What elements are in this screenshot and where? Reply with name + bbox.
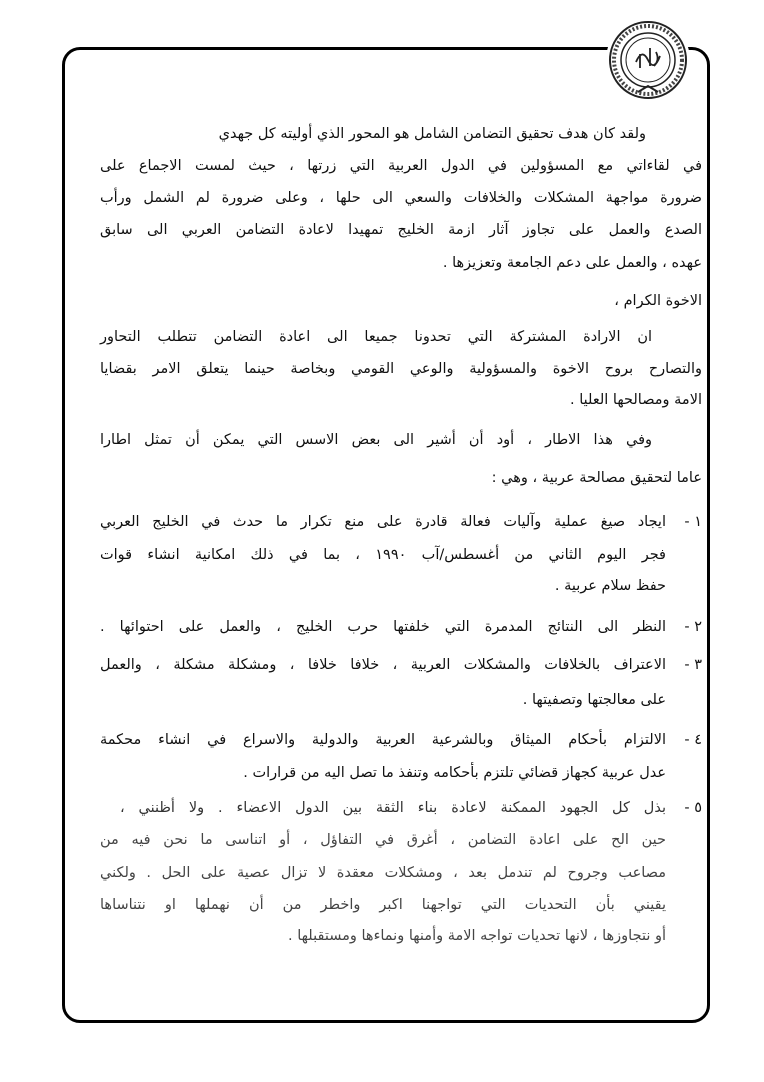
item-number: ١ - — [684, 514, 702, 530]
paragraph3-line: وفي هذا الاطار ، أود أن أشير الى بعض الاسس التي يمكن أن تمثل اطارا — [100, 432, 652, 448]
list-item-line: حين الح على اعادة التضامن ، أغرق في التفاؤل ، أو اتناسى ما نحن فيه من — [100, 832, 666, 848]
item-number: ٢ - — [684, 619, 702, 635]
paragraph1-line: ولقد كان هدف تحقيق التضامن الشامل هو المحور الذي أوليته كل جهدي — [218, 126, 646, 142]
paragraph3-line: عاما لتحقيق مصالحة عربية ، وهي : — [491, 470, 702, 486]
list-item-line: حفظ سلام عربية . — [554, 578, 666, 594]
list-item-line: ايجاد صيغ عملية وآليات فعالة قادرة على منع تكرار ما حدث في الخليج العربي — [100, 514, 666, 530]
paragraph1-line: الصدع والعمل على تجاوز آثار ازمة الخليج تمهيدا لاعادة التضامن العربي الى سابق — [100, 222, 702, 238]
list-item-line: عدل عربية كجهاز قضائي تلتزم بأحكامه وتنفذ ما تصل اليه من قرارات . — [243, 765, 666, 781]
list-item-line: مصاعب وجروح لم تندمل بعد ، ومشكلات معقدة لا تزال عصية على الحل . ولكني — [100, 865, 666, 881]
list-item-line: النظر الى النتائج المدمرة التي خلفتها حرب الخليج ، والعمل على احتوائها . — [100, 619, 666, 635]
paragraph1-line: في لقاءاتي مع المسؤولين في الدول العربية التي زرتها ، حيث لمست الاجماع على — [100, 158, 702, 174]
item-number: ٤ - — [684, 732, 702, 748]
list-item-line: بذل كل الجهود الممكنة لاعادة بناء الثقة بين الدول الاعضاء . ولا أظنني ، — [120, 800, 666, 816]
list-item-line: الالتزام بأحكام الميثاق وبالشرعية العربية والدولية والاسراع في انشاء محكمة — [100, 732, 666, 748]
list-item-line: يقيني بأن التحديات التي تواجهنا اكبر واخطر من أن نهملها او نتناساها — [100, 897, 666, 913]
arab-league-seal-logo — [606, 18, 690, 102]
paragraph1-line: عهده ، والعمل على دعم الجامعة وتعزيزها . — [442, 255, 702, 271]
salutation: الاخوة الكرام ، — [614, 293, 702, 309]
list-item-line: الاعتراف بالخلافات والمشكلات العربية ، خلافا خلافا ، ومشكلة مشكلة ، والعمل — [100, 657, 666, 673]
paragraph2-line: الامة ومصالحها العليا . — [570, 392, 702, 408]
paragraph2-line: والتصارح بروح الاخوة والمسؤولية والوعي القومي وبخاصة حينما يتعلق الامر بقضايا — [100, 361, 702, 377]
list-item-line: أو نتجاوزها ، لانها تحديات تواجه الامة وأمنها ونماءها ومستقبلها . — [287, 928, 666, 944]
list-item-line: على معالجتها وتصفيتها . — [522, 692, 666, 708]
list-item-line: فجر اليوم الثاني من أغسطس/آب ١٩٩٠ ، بما في ذلك امكانية انشاء قوات — [100, 547, 666, 563]
item-number: ٣ - — [684, 657, 702, 673]
paragraph1-line: ضرورة مواجهة المشكلات والخلافات والسعي الى حلها ، وعلى ضرورة لم الشمل ورأب — [100, 190, 702, 206]
paragraph2-line: ان الارادة المشتركة التي تحدونا جميعا الى اعادة التضامن تتطلب التحاور — [100, 329, 652, 345]
item-number: ٥ - — [684, 800, 702, 816]
